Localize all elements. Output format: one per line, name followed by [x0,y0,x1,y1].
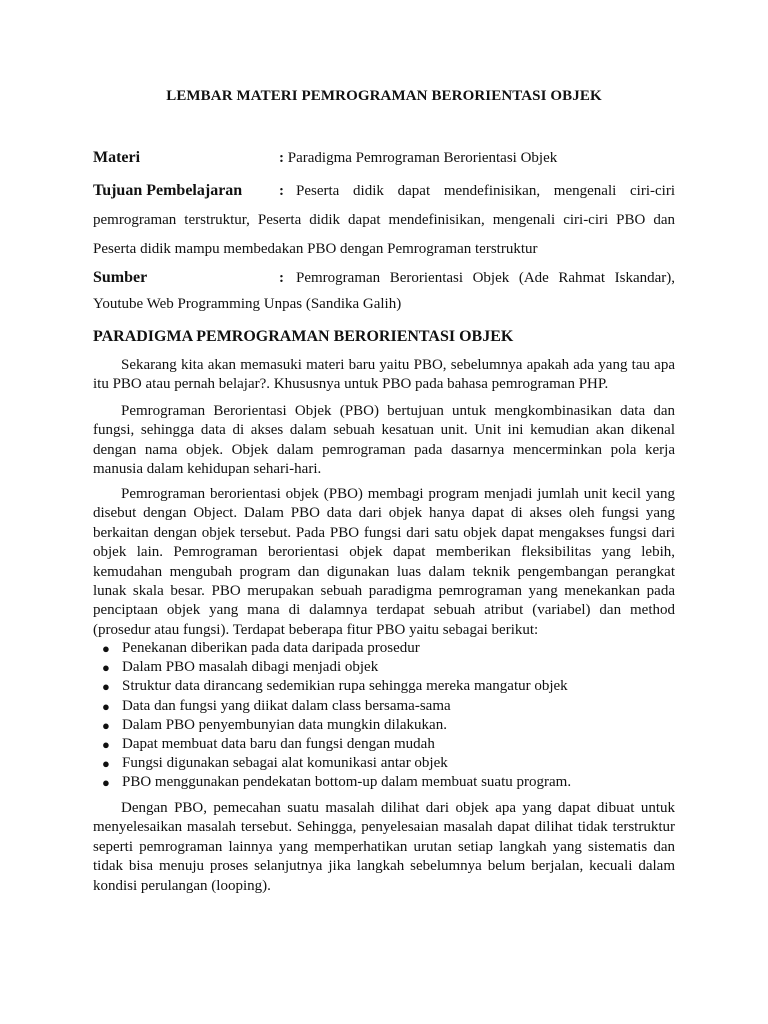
list-item: ● Dapat membuat data baru dan fungsi dengan mudah [93,735,675,754]
tujuan-line-2: pemrograman terstruktur, Peserta didik dapat mendefinisikan, mengenali ciri-ciri PBO dan [93,212,675,228]
section-heading: PARADIGMA PEMROGRAMAN BERORIENTASI OBJEK [93,328,514,345]
materi-value: Paradigma Pemrograman Berorientasi Objek [287,150,558,166]
tujuan-label: Tujuan Pembelajaran [93,182,243,199]
meta-materi [93,145,675,171]
paragraph-3-block [93,485,675,640]
bullet-icon: ● [102,641,110,656]
bullet-icon: ● [102,756,110,772]
tujuan-line-3: Peserta didik mampu membedakan PBO dengan Pemrograman terstruktur [93,241,538,257]
paragraph-2-block [93,402,675,480]
list-item: ● PBO menggunakan pendekatan bottom-up dalam membuat suatu program. [93,773,675,792]
sumber-colon: : [279,270,284,286]
bullet-icon: ● [102,737,110,753]
paragraph-1-block [93,356,675,395]
list-item: ● Struktur data dirancang sedemikian rupa sehingga mereka mangatur objek [93,677,675,696]
bullet-icon: ● [102,660,110,676]
meta-tujuan [93,178,675,262]
materi-label: Materi [93,149,141,166]
feature-list [93,639,675,793]
list-item: ● Fungsi digunakan sebagai alat komunikasi antar objek [93,754,675,773]
list-item: ● Dalam PBO masalah dibagi menjadi objek [93,658,675,677]
list-item: ● Dalam PBO penyembunyian data mungkin dilakukan. [93,716,675,735]
paragraph-4: Dengan PBO, pemecahan suatu masalah dilihat dari objek apa yang dapat dibuat untuk menyelesaikan masalah tersebut. Sehingga, penyelesaian masalah dapat dilihat tidak terstruktur seperti pemrograman lainnya yang memperhatikan urutan setiap langkah yang sistematis dan tidak bisa menuju proses selanjutnya jika langkah sebelumnya belum berjalan, kecuali dalam kondisi perulangan (looping). [93,800,675,894]
document-title: LEMBAR MATERI PEMROGRAMAN BERORIENTASI OBJEK [166,88,602,104]
paragraph-4-block [93,799,675,896]
tujuan-colon: : [279,183,284,199]
list-item: ● Data dan fungsi yang diikat dalam class bersama-sama [93,697,675,716]
sumber-line-2: Youtube Web Programming Unpas (Sandika Galih) [93,296,402,312]
list-item: ● Penekanan diberikan pada data daripada prosedur [93,639,675,658]
sumber-label: Sumber [93,269,148,286]
bullet-icon: ● [102,679,110,695]
paragraph-1: Sekarang kita akan memasuki materi baru yaitu PBO, sebelumnya apakah ada yang tau apa itu PBO atau pernah belajar?. Khususnya untuk PBO pada bahasa pemrograman PHP. [93,357,675,393]
sumber-line-1: Pemrograman Berorientasi Objek (Ade Rahmat Iskandar), [296,270,675,286]
meta-sumber [93,265,675,317]
paragraph-2: Pemrograman Berorientasi Objek (PBO) bertujuan untuk mengkombinasikan data dan fungsi, sehingga data di akses dalam sebuah kesatuan unit. Unit ini kemudian akan dikenal dengan nama objek. Objek dalam pemrograman pada dasarnya mencerminkan pola kerja manusia dalam kehidupan sehari-hari. [93,403,675,478]
bullet-icon: ● [102,717,110,733]
paragraph-3: Pemrograman berorientasi objek (PBO) membagi program menjadi jumlah unit kecil yang disebut dengan Object. Dalam PBO data dari objek hanya dapat di akses oleh fungsi yang berkaitan dengan objek tersebut. Pada PBO fungsi dari satu objek dapat mengakses fungsi dari objek lain. Pemrograman berorientasi objek dapat memberikan fleksibilitas yang lebih, kemudahan mengubah program dan digunakan luas dalam teknik pengembangan perangkat lunak skala besar. PBO merupakan sebuah paradigma pemrograman yang menekankan pada penciptaan objek yang mana di dalamnya terdapat sebuah atribut (variabel) dan method (prosedur atau fungsi). Terdapat beberapa fitur PBO yaitu sebagai berikut: [93,486,675,638]
tujuan-line-1: Peserta didik dapat mendefinisikan, mengenali ciri-ciri [296,183,675,199]
bullet-icon: ● [102,775,110,791]
materi-colon: : [279,150,284,166]
bullet-icon: ● [102,698,110,714]
